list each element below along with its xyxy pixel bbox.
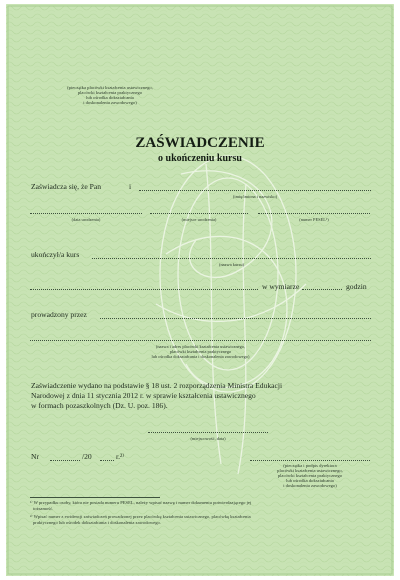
number-suffix: r.²⁾	[116, 452, 125, 461]
course-caption: (nazwa kursu)	[219, 262, 244, 267]
pob-caption: (miejsce urodzenia)	[181, 217, 217, 222]
footnote-line: ²⁾ Wpisać numer z ewidencji zaświadczeń prowadzonej przez placówkę kształcenia ustawicznego, placówkę kształcenia	[30, 514, 251, 519]
signature-caption-line: placówki kształcenia praktycznego	[277, 473, 343, 478]
stamp-caption-line: placówki kształcenia praktycznego	[77, 90, 143, 95]
stamp-caption-line: i doskonalenia zawodowego)	[83, 100, 137, 105]
legal-basis-line: Narodowej z dnia 11 stycznia 2012 r. w sprawie kształcenia ustawicznego	[31, 391, 256, 400]
number-year-prefix: /20	[82, 452, 92, 461]
page-subtitle: o ukończeniu kursu	[158, 153, 242, 164]
pesel-caption: (numer PESEL¹)	[299, 217, 329, 222]
number-label: Nr	[31, 452, 40, 461]
footnote-line: praktycznego lub ośrodek dokształcania i doskonalenia zawodowego.	[33, 520, 161, 525]
footnote-line: ¹⁾ W przypadku osoby, która nie posiada numeru PESEL, należy wpisać nazwę i numer dokumentu potwierdzającego jej	[30, 500, 252, 505]
institution-field[interactable]	[100, 318, 371, 319]
dob-caption: (data urodzenia)	[71, 217, 101, 222]
legal-basis-line: w formach pozaszkolnych (Dz. U. poz. 186).	[31, 401, 168, 410]
legal-basis-line: Zaświadczenie wydano na podstawie § 18 ust. 2 rozporządzenia Ministra Edukacji	[31, 381, 283, 390]
signature-field[interactable]	[250, 460, 370, 461]
signature-caption-line: i doskonalenia zawodowego)	[283, 483, 337, 488]
signature-caption-line: lub ośrodka dokształcania	[286, 478, 334, 483]
footnote-divider	[30, 497, 160, 498]
pesel-field[interactable]	[258, 213, 370, 214]
institution-caption-line: placówki kształcenia praktycznego	[169, 349, 232, 354]
stamp-caption-line: lub ośrodka dokształcania	[86, 95, 134, 100]
place-date-field[interactable]	[148, 432, 268, 433]
scope-label: w wymiarze	[262, 282, 300, 291]
place-date-caption: (miejscowość, data)	[190, 436, 226, 441]
institution-caption-line: (nazwa i adres placówki kształcenia ustawicznego,	[155, 344, 246, 349]
conducted-label: prowadzony przez	[31, 310, 87, 319]
name-caption: (imię/imiona i nazwisko)	[232, 194, 278, 199]
signature-caption-line: (pieczątka i podpis dyrektora	[283, 463, 337, 468]
stamp-caption-line: (pieczątka placówki kształcenia ustawicznego,	[67, 85, 153, 90]
signature-caption-line: placówki kształcenia ustawicznego,	[277, 468, 343, 473]
number-field[interactable]	[50, 460, 80, 461]
institution-caption-line: lub ośrodka dokształcania i doskonalenia zawodowego)	[151, 354, 250, 359]
course-label: ukończył/a kurs	[31, 250, 80, 259]
certificate-sheet	[6, 4, 394, 576]
name-field[interactable]	[139, 190, 371, 191]
course-field-continued[interactable]	[30, 289, 258, 290]
dob-field[interactable]	[30, 213, 142, 214]
course-field[interactable]	[92, 258, 371, 259]
certify-label: Zaświadcza się, że Pan	[31, 182, 101, 191]
hours-field[interactable]	[302, 289, 342, 290]
hours-label: godzin	[346, 282, 367, 291]
certify-suffix: i	[129, 182, 132, 191]
pob-field[interactable]	[150, 213, 248, 214]
footnote-line: tożsamość.	[33, 506, 54, 511]
institution-field-continued[interactable]	[30, 340, 371, 341]
year-field[interactable]	[100, 460, 114, 461]
page-title: ZAŚWIADCZENIE	[135, 135, 265, 151]
